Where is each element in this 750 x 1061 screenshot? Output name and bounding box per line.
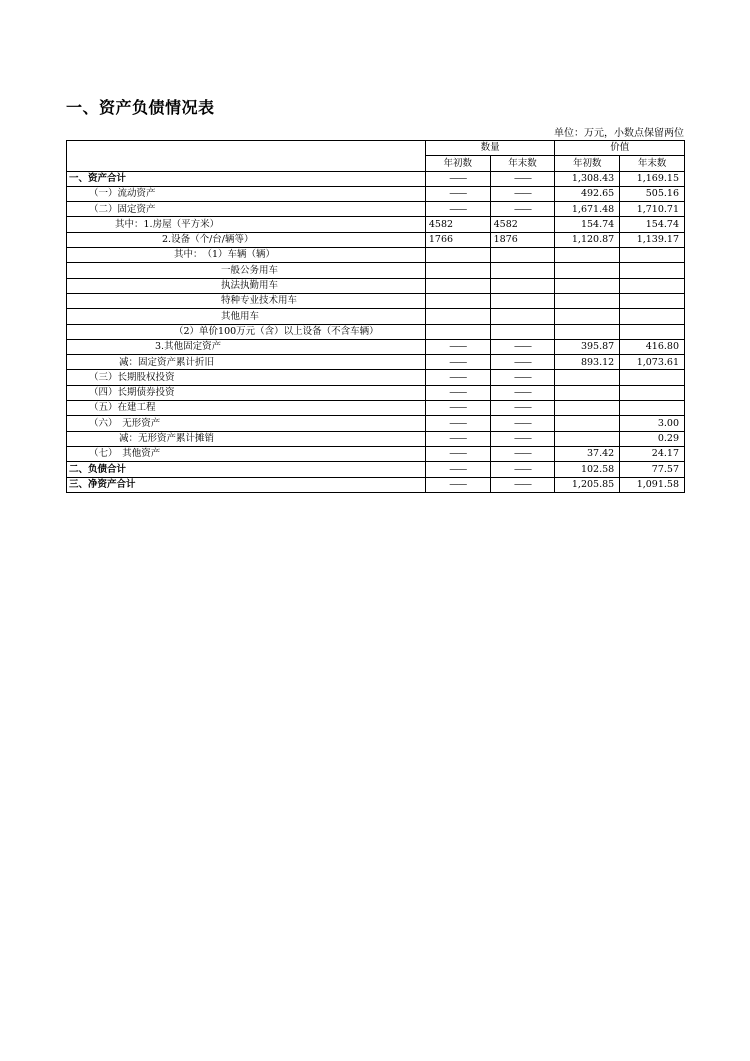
- value-begin-cell: 1,205.85: [555, 477, 620, 492]
- quantity-begin-cell: [425, 324, 490, 339]
- table-row: [67, 416, 685, 431]
- value-begin-cell: 395.87: [555, 339, 620, 354]
- header-item-cell: [67, 141, 426, 172]
- table-row: [67, 248, 685, 263]
- value-end-cell: 1,169.15: [620, 171, 685, 186]
- table-row: [67, 446, 685, 461]
- row-label: 一、资产合计: [67, 171, 426, 186]
- table-row: [67, 217, 685, 232]
- row-label: 3.其他固定资产: [67, 339, 426, 354]
- table-row: [67, 278, 685, 293]
- quantity-end-cell: [490, 309, 555, 324]
- quantity-end-cell: [490, 324, 555, 339]
- value-begin-cell: 492.65: [555, 186, 620, 201]
- table-row: [67, 232, 685, 247]
- balance-sheet-table: [66, 140, 685, 493]
- quantity-end-cell: [490, 278, 555, 293]
- header-value-end: 年末数: [620, 156, 685, 171]
- row-label: （五）在建工程: [67, 401, 426, 416]
- value-begin-cell: [555, 385, 620, 400]
- value-begin-cell: [555, 263, 620, 278]
- row-label: 2.设备（个/台/辆等）: [67, 232, 426, 247]
- quantity-end-cell: ——: [490, 401, 555, 416]
- value-begin-cell: 1,120.87: [555, 232, 620, 247]
- header-value-begin: 年初数: [555, 156, 620, 171]
- value-end-cell: 1,073.61: [620, 355, 685, 370]
- quantity-end-cell: ——: [490, 171, 555, 186]
- value-end-cell: 154.74: [620, 217, 685, 232]
- value-end-cell: [620, 293, 685, 308]
- page-title: 一、资产负债情况表: [66, 98, 215, 117]
- value-begin-cell: 154.74: [555, 217, 620, 232]
- row-label: 三、净资产合计: [67, 477, 426, 492]
- row-label: 特种专业技术用车: [67, 293, 426, 308]
- quantity-begin-cell: ——: [425, 186, 490, 201]
- value-end-cell: 505.16: [620, 186, 685, 201]
- quantity-begin-cell: ——: [425, 370, 490, 385]
- header-quantity: 数量: [425, 141, 555, 156]
- value-begin-cell: 37.42: [555, 446, 620, 461]
- value-end-cell: 24.17: [620, 446, 685, 461]
- table-row: [67, 385, 685, 400]
- table-row: [67, 401, 685, 416]
- quantity-end-cell: 4582: [490, 217, 555, 232]
- table-row: [67, 431, 685, 446]
- quantity-begin-cell: ——: [425, 355, 490, 370]
- table-row: [67, 309, 685, 324]
- row-label: 一般公务用车: [67, 263, 426, 278]
- quantity-end-cell: ——: [490, 355, 555, 370]
- quantity-begin-cell: [425, 309, 490, 324]
- row-label: 二、负债合计: [67, 462, 426, 477]
- quantity-begin-cell: ——: [425, 339, 490, 354]
- table-row: [67, 293, 685, 308]
- value-end-cell: [620, 401, 685, 416]
- quantity-end-cell: ——: [490, 431, 555, 446]
- value-end-cell: 1,139.17: [620, 232, 685, 247]
- unit-note: 单位：万元，小数点保留两位: [554, 128, 684, 139]
- quantity-end-cell: [490, 293, 555, 308]
- quantity-begin-cell: ——: [425, 462, 490, 477]
- value-end-cell: [620, 309, 685, 324]
- table-row: [67, 171, 685, 186]
- row-label: （四）长期债券投资: [67, 385, 426, 400]
- row-label: 其中： （1）车辆（辆）: [67, 248, 426, 263]
- header-quantity-begin: 年初数: [425, 156, 490, 171]
- table-row: [67, 339, 685, 354]
- value-end-cell: [620, 385, 685, 400]
- value-begin-cell: [555, 416, 620, 431]
- value-end-cell: 1,710.71: [620, 202, 685, 217]
- value-end-cell: [620, 263, 685, 278]
- row-label: （二）固定资产: [67, 202, 426, 217]
- header-row-group: [67, 141, 685, 156]
- header-quantity-end: 年末数: [490, 156, 555, 171]
- quantity-end-cell: ——: [490, 462, 555, 477]
- row-label: 执法执勤用车: [67, 278, 426, 293]
- table-row: [67, 263, 685, 278]
- value-begin-cell: 102.58: [555, 462, 620, 477]
- value-end-cell: 1,091.58: [620, 477, 685, 492]
- value-end-cell: [620, 278, 685, 293]
- row-label: （一）流动资产: [67, 186, 426, 201]
- table-row: [67, 186, 685, 201]
- table-row: [67, 477, 685, 492]
- row-label: 其中：1.房屋（平方米）: [67, 217, 426, 232]
- quantity-begin-cell: ——: [425, 431, 490, 446]
- quantity-begin-cell: ——: [425, 477, 490, 492]
- value-begin-cell: [555, 309, 620, 324]
- row-label: 其他用车: [67, 309, 426, 324]
- quantity-end-cell: ——: [490, 202, 555, 217]
- value-begin-cell: [555, 293, 620, 308]
- table-row: [67, 355, 685, 370]
- value-end-cell: [620, 324, 685, 339]
- quantity-begin-cell: 4582: [425, 217, 490, 232]
- value-end-cell: 416.80: [620, 339, 685, 354]
- value-begin-cell: [555, 401, 620, 416]
- value-begin-cell: [555, 248, 620, 263]
- row-label: 减：无形资产累计摊销: [67, 431, 426, 446]
- table-body: [67, 171, 685, 492]
- value-begin-cell: 1,671.48: [555, 202, 620, 217]
- quantity-end-cell: 1876: [490, 232, 555, 247]
- value-begin-cell: 893.12: [555, 355, 620, 370]
- table-row: [67, 202, 685, 217]
- value-begin-cell: [555, 431, 620, 446]
- row-label: （2）单价100万元（含）以上设备（不含车辆）: [67, 324, 426, 339]
- quantity-begin-cell: ——: [425, 385, 490, 400]
- quantity-begin-cell: [425, 248, 490, 263]
- quantity-begin-cell: 1766: [425, 232, 490, 247]
- quantity-end-cell: ——: [490, 370, 555, 385]
- value-end-cell: 77.57: [620, 462, 685, 477]
- quantity-end-cell: ——: [490, 446, 555, 461]
- quantity-begin-cell: ——: [425, 416, 490, 431]
- quantity-begin-cell: [425, 278, 490, 293]
- row-label: （七） 其他资产: [67, 446, 426, 461]
- value-begin-cell: [555, 324, 620, 339]
- value-end-cell: 3.00: [620, 416, 685, 431]
- row-label: 减：固定资产累计折旧: [67, 355, 426, 370]
- quantity-end-cell: ——: [490, 385, 555, 400]
- quantity-begin-cell: ——: [425, 401, 490, 416]
- value-begin-cell: [555, 278, 620, 293]
- quantity-begin-cell: ——: [425, 202, 490, 217]
- quantity-end-cell: [490, 248, 555, 263]
- quantity-begin-cell: ——: [425, 171, 490, 186]
- quantity-begin-cell: [425, 263, 490, 278]
- row-label: （三）长期股权投资: [67, 370, 426, 385]
- quantity-end-cell: ——: [490, 186, 555, 201]
- value-begin-cell: [555, 370, 620, 385]
- row-label: （六） 无形资产: [67, 416, 426, 431]
- quantity-begin-cell: ——: [425, 446, 490, 461]
- value-begin-cell: 1,308.43: [555, 171, 620, 186]
- quantity-begin-cell: [425, 293, 490, 308]
- table-row: [67, 462, 685, 477]
- table-row: [67, 370, 685, 385]
- value-end-cell: [620, 370, 685, 385]
- table-row: [67, 324, 685, 339]
- quantity-end-cell: ——: [490, 477, 555, 492]
- quantity-end-cell: ——: [490, 339, 555, 354]
- header-value: 价值: [555, 141, 685, 156]
- quantity-end-cell: [490, 263, 555, 278]
- quantity-end-cell: ——: [490, 416, 555, 431]
- value-end-cell: [620, 248, 685, 263]
- value-end-cell: 0.29: [620, 431, 685, 446]
